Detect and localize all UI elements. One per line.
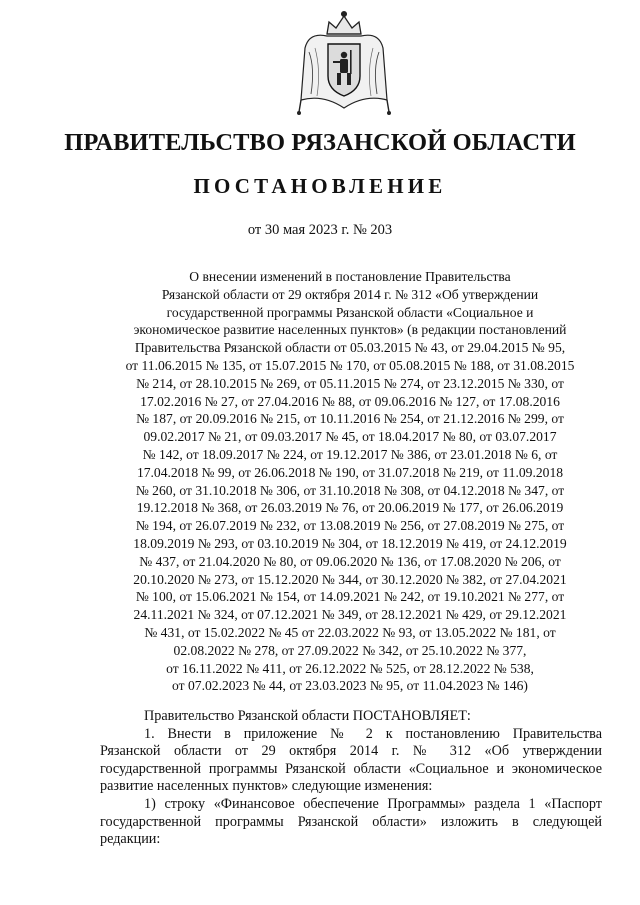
subject-line: 09.02.2017 № 21, от 09.03.2017 № 45, от 18.04.2017 № 80, от 03.07.2017	[143, 429, 557, 445]
subject-line: Рязанской области от 29 октября 2014 г. № 312 «Об утверждении	[161, 286, 539, 302]
subject-line: от 16.11.2022 № 411, от 26.12.2022 № 525, от 28.12.2022 № 538,	[166, 660, 534, 676]
subject-line: № 431, от 15.02.2022 № 45 от 22.03.2022 № 93, от 13.05.2022 № 181, от	[144, 624, 556, 640]
subject-line: от 11.06.2015 № 135, от 15.07.2015 № 170, от 05.08.2015 № 188, от 31.08.2015	[125, 357, 575, 373]
document-type-heading: ПОСТАНОВЛЕНИЕ	[193, 174, 447, 198]
subject-line: 19.12.2018 № 368, от 26.03.2019 № 76, от 20.06.2019 № 177, от 26.06.2019	[136, 500, 564, 516]
subject-line: Правительства Рязанской области от 05.03.2015 № 43, от 29.04.2015 № 95,	[134, 340, 566, 356]
subject-line: государственной программы Рязанской области «Социальное и	[166, 304, 534, 320]
document-subject	[100, 268, 600, 695]
subject-line: № 142, от 18.09.2017 № 224, от 19.12.2017 № 386, от 23.01.2018 № 6, от	[142, 446, 558, 462]
item-1-line: государственной программы Рязанской области «Социальное и экономическое	[100, 760, 602, 777]
subject-line: 17.02.2016 № 27, от 27.04.2016 № 88, от 09.06.2016 № 127, от 17.08.2016	[140, 393, 560, 409]
ryazan-coat-of-arms-icon	[295, 8, 393, 116]
subject-line: № 194, от 26.07.2019 № 232, от 13.08.2019 № 256, от 27.08.2019 № 275, от	[135, 518, 565, 534]
subject-line: 24.11.2021 № 324, от 07.12.2021 № 349, от 28.12.2021 № 429, от 29.12.2021	[133, 607, 567, 623]
government-title: ПРАВИТЕЛЬСТВО РЯЗАНСКОЙ ОБЛАСТИ	[64, 129, 576, 156]
subitem-1-line: редакции:	[100, 831, 161, 848]
item-1-line: Рязанской области от 29 октября 2014 г. № 312 «Об утверждении	[100, 743, 602, 760]
subitem-1-line: государственной программы Рязанской области» изложить в следующей	[100, 813, 602, 830]
subject-line: 17.04.2018 № 99, от 26.06.2018 № 190, от 31.07.2018 № 219, от 11.09.2018	[136, 464, 564, 480]
document-body	[100, 708, 602, 849]
subject-line: № 214, от 28.10.2015 № 269, от 05.11.2015 № 274, от 23.12.2015 № 330, от	[136, 375, 564, 391]
document-date-number: от 30 мая 2023 г. № 203	[247, 222, 393, 238]
item-1-line: развитие населенных пунктов» следующие изменения:	[100, 778, 433, 795]
item-1-line: 1. Внести в приложение № 2 к постановлению Правительства	[144, 725, 602, 742]
subject-line: № 187, от 20.09.2016 № 215, от 10.11.2016 № 254, от 21.12.2016 № 299, от	[136, 411, 564, 427]
resolves-line: Правительство Рязанской области ПОСТАНОВЛЯЕТ:	[144, 708, 471, 724]
subject-line: № 100, от 15.06.2021 № 154, от 14.09.2021 № 242, от 19.10.2021 № 277, от	[135, 589, 565, 605]
subject-line: О внесении изменений в постановление Правительства	[189, 269, 511, 284]
subject-line: № 437, от 21.04.2020 № 80, от 09.06.2020 № 136, от 17.08.2020 № 206, от	[139, 553, 561, 569]
subject-line: 18.09.2019 № 293, от 03.10.2019 № 304, от 18.12.2019 № 419, от 24.12.2019	[133, 535, 567, 551]
subitem-1-line: 1) строку «Финансовое обеспечение Программы» раздела 1 «Паспорт	[144, 795, 602, 812]
subject-line: 20.10.2020 № 273, от 15.12.2020 № 344, от 30.12.2020 № 382, от 27.04.2021	[133, 571, 567, 587]
subject-line: № 260, от 31.10.2018 № 306, от 31.10.2018 № 308, от 04.12.2018 № 347, от	[135, 482, 565, 498]
subject-line: от 07.02.2023 № 44, от 23.03.2023 № 95, от 11.04.2023 № 146)	[172, 678, 528, 694]
subject-line: 02.08.2022 № 278, от 27.09.2022 № 342, от 25.10.2022 № 377,	[173, 642, 527, 658]
subject-line: экономическое развитие населенных пунктов» (в редакции постановлений	[133, 322, 567, 338]
